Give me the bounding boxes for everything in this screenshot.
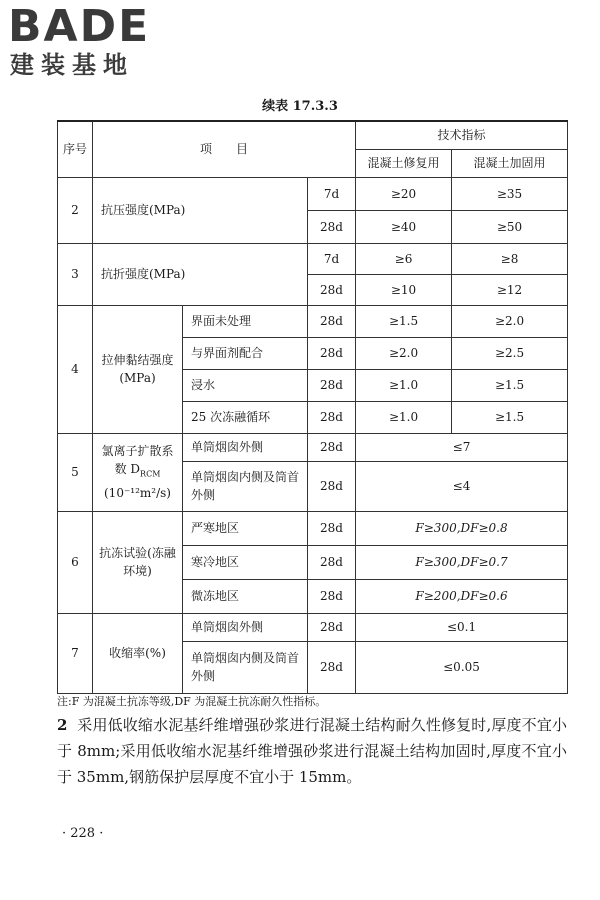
- value-reinforce: ≥1.5: [452, 401, 568, 433]
- sub-item: 严寒地区: [183, 511, 308, 545]
- value-reinforce: ≥1.5: [452, 369, 568, 401]
- row-name: 抗冻试验(冻融环境): [93, 511, 183, 613]
- value-merged: ≤4: [356, 461, 568, 511]
- row-name: [93, 433, 183, 511]
- header-tech: 技术指标: [356, 121, 568, 149]
- header-no: 序号: [58, 121, 93, 177]
- body-paragraph: [57, 712, 567, 790]
- age: 28d: [308, 274, 356, 305]
- value-repair: ≥20: [356, 177, 452, 210]
- row-name-part: 氯离子扩散系数 D: [101, 444, 174, 477]
- logo-mark: BADE: [8, 1, 151, 52]
- sub-item: 单筒烟囱内侧及筒首外侧: [183, 641, 308, 693]
- value-repair: ≥2.0: [356, 337, 452, 369]
- value-repair: ≥1.0: [356, 401, 452, 433]
- age: 28d: [308, 579, 356, 613]
- value-reinforce: ≥2.5: [452, 337, 568, 369]
- value-merged: ≤0.1: [356, 613, 568, 641]
- row-name: 抗压强度(MPa): [93, 177, 308, 243]
- sub-item: 25 次冻融循环: [183, 401, 308, 433]
- paragraph-number: 2: [57, 716, 68, 734]
- table-caption: 续表 17.3.3: [262, 99, 338, 114]
- row-no: 5: [58, 433, 93, 511]
- sub-item: 单筒烟囱外侧: [183, 433, 308, 461]
- logo-subtitle: 建装基地: [10, 51, 134, 79]
- sub-item: 单筒烟囱内侧及筒首外侧: [183, 461, 308, 511]
- age: 28d: [308, 210, 356, 243]
- value-repair: ≥1.0: [356, 369, 452, 401]
- sub-item: 界面未处理: [183, 305, 308, 337]
- header-item: 项 目: [93, 121, 356, 177]
- age: 7d: [308, 243, 356, 274]
- spec-table: [57, 120, 568, 694]
- age: 28d: [308, 369, 356, 401]
- value-merged: F≥300,DF≥0.8: [356, 511, 568, 545]
- header-reinforce: 混凝土加固用: [452, 149, 568, 177]
- sub-item: 微冻地区: [183, 579, 308, 613]
- age: 28d: [308, 433, 356, 461]
- sub-item: 浸水: [183, 369, 308, 401]
- age: 28d: [308, 545, 356, 579]
- row-no: 7: [58, 613, 93, 693]
- value-repair: ≥1.5: [356, 305, 452, 337]
- age: 28d: [308, 305, 356, 337]
- age: 28d: [308, 511, 356, 545]
- sub-item: 与界面剂配合: [183, 337, 308, 369]
- table-note: 注:F 为混凝土抗冻等级,DF 为混凝土抗冻耐久性指标。: [57, 695, 327, 708]
- row-no: 4: [58, 305, 93, 433]
- value-merged: ≤7: [356, 433, 568, 461]
- value-repair: ≥40: [356, 210, 452, 243]
- row-no: 6: [58, 511, 93, 613]
- age: 28d: [308, 613, 356, 641]
- value-repair: ≥6: [356, 243, 452, 274]
- row-name-unit: (10⁻¹²m²/s): [104, 485, 171, 500]
- age: 28d: [308, 337, 356, 369]
- age: 28d: [308, 461, 356, 511]
- sub-item: 寒冷地区: [183, 545, 308, 579]
- value-repair: ≥10: [356, 274, 452, 305]
- age: 28d: [308, 641, 356, 693]
- row-name: 拉伸黏结强度(MPa): [93, 305, 183, 433]
- bade-logo: [8, 1, 178, 84]
- value-reinforce: ≥2.0: [452, 305, 568, 337]
- row-name-subscript: RCM: [140, 469, 161, 479]
- value-merged: F≥300,DF≥0.7: [356, 545, 568, 579]
- row-no: 2: [58, 177, 93, 243]
- age: 7d: [308, 177, 356, 210]
- sub-item: 单筒烟囱外侧: [183, 613, 308, 641]
- value-merged: ≤0.05: [356, 641, 568, 693]
- age: 28d: [308, 401, 356, 433]
- row-name: 抗折强度(MPa): [93, 243, 308, 305]
- value-reinforce: ≥35: [452, 177, 568, 210]
- page-number: · 228 ·: [62, 826, 104, 841]
- row-no: 3: [58, 243, 93, 305]
- paragraph-text: 采用低收缩水泥基纤维增强砂浆进行混凝土结构耐久性修复时,厚度不宜小于 8mm;采用低收缩水泥基纤维增强砂浆进行混凝土结构加固时,厚度不宜小于 35mm,钢筋保护层厚度不宜小于 15mm。: [57, 716, 567, 786]
- value-reinforce: ≥12: [452, 274, 568, 305]
- value-reinforce: ≥8: [452, 243, 568, 274]
- row-name: 收缩率(%): [93, 613, 183, 693]
- value-merged: F≥200,DF≥0.6: [356, 579, 568, 613]
- value-reinforce: ≥50: [452, 210, 568, 243]
- header-repair: 混凝土修复用: [356, 149, 452, 177]
